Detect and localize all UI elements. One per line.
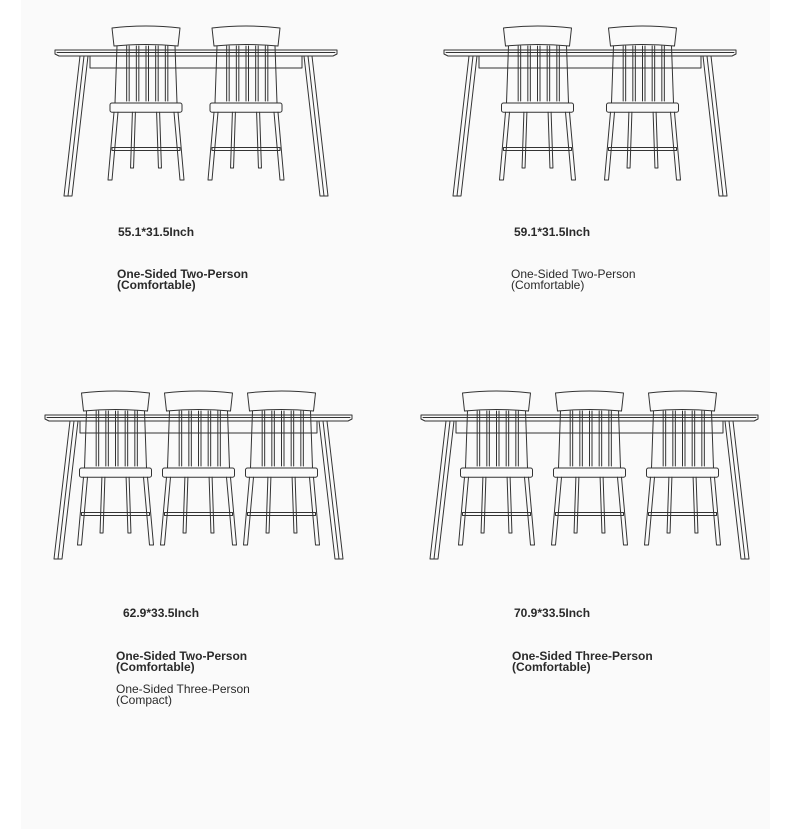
dining-set-drawing-4: [420, 389, 759, 561]
dining-table-drawing: [55, 50, 337, 196]
windsor-chair-drawing: [500, 26, 576, 180]
dining-set-drawing-2: [443, 24, 737, 198]
dining-set-drawing-1: [54, 24, 338, 198]
windsor-chair-drawing: [161, 391, 237, 545]
table-size-label-4: 70.9*33.5Inch: [514, 606, 591, 620]
dining-set-drawing-3: [44, 389, 353, 561]
table-size-label-1: 55.1*31.5Inch: [118, 225, 195, 239]
capacity-line2: (Comfortable): [116, 660, 195, 674]
windsor-chair-drawing: [244, 391, 320, 545]
capacity-line2: (Comfortable): [117, 278, 196, 292]
capacity-label-2a: [511, 269, 636, 291]
capacity-line1: One-Sided Three-Person: [116, 682, 250, 696]
capacity-label-3b: [116, 684, 250, 706]
capacity-line2: (Comfortable): [511, 278, 585, 292]
windsor-chair-drawing: [605, 26, 681, 180]
capacity-label-3a: [116, 651, 247, 673]
capacity-line1: One-Sided Two-Person: [511, 267, 636, 281]
windsor-chair-drawing: [645, 391, 721, 545]
windsor-chair-drawing: [552, 391, 628, 545]
windsor-chair-drawing: [78, 391, 154, 545]
table-size-label-3: 62.9*33.5Inch: [123, 606, 200, 620]
capacity-line1: One-Sided Two-Person: [117, 267, 249, 281]
capacity-label-1a: [117, 269, 248, 291]
capacity-label-4a: [512, 651, 653, 673]
windsor-chair-drawing: [459, 391, 535, 545]
capacity-line1: One-Sided Two-Person: [116, 649, 248, 663]
dining-table-drawing: [444, 50, 736, 196]
capacity-line2: (Compact): [116, 693, 173, 707]
windsor-chair-drawing: [108, 26, 184, 180]
capacity-line1: One-Sided Three-Person: [512, 649, 653, 663]
table-size-label-2: 59.1*31.5Inch: [514, 225, 591, 239]
capacity-line2: (Comfortable): [512, 660, 591, 674]
windsor-chair-drawing: [208, 26, 284, 180]
